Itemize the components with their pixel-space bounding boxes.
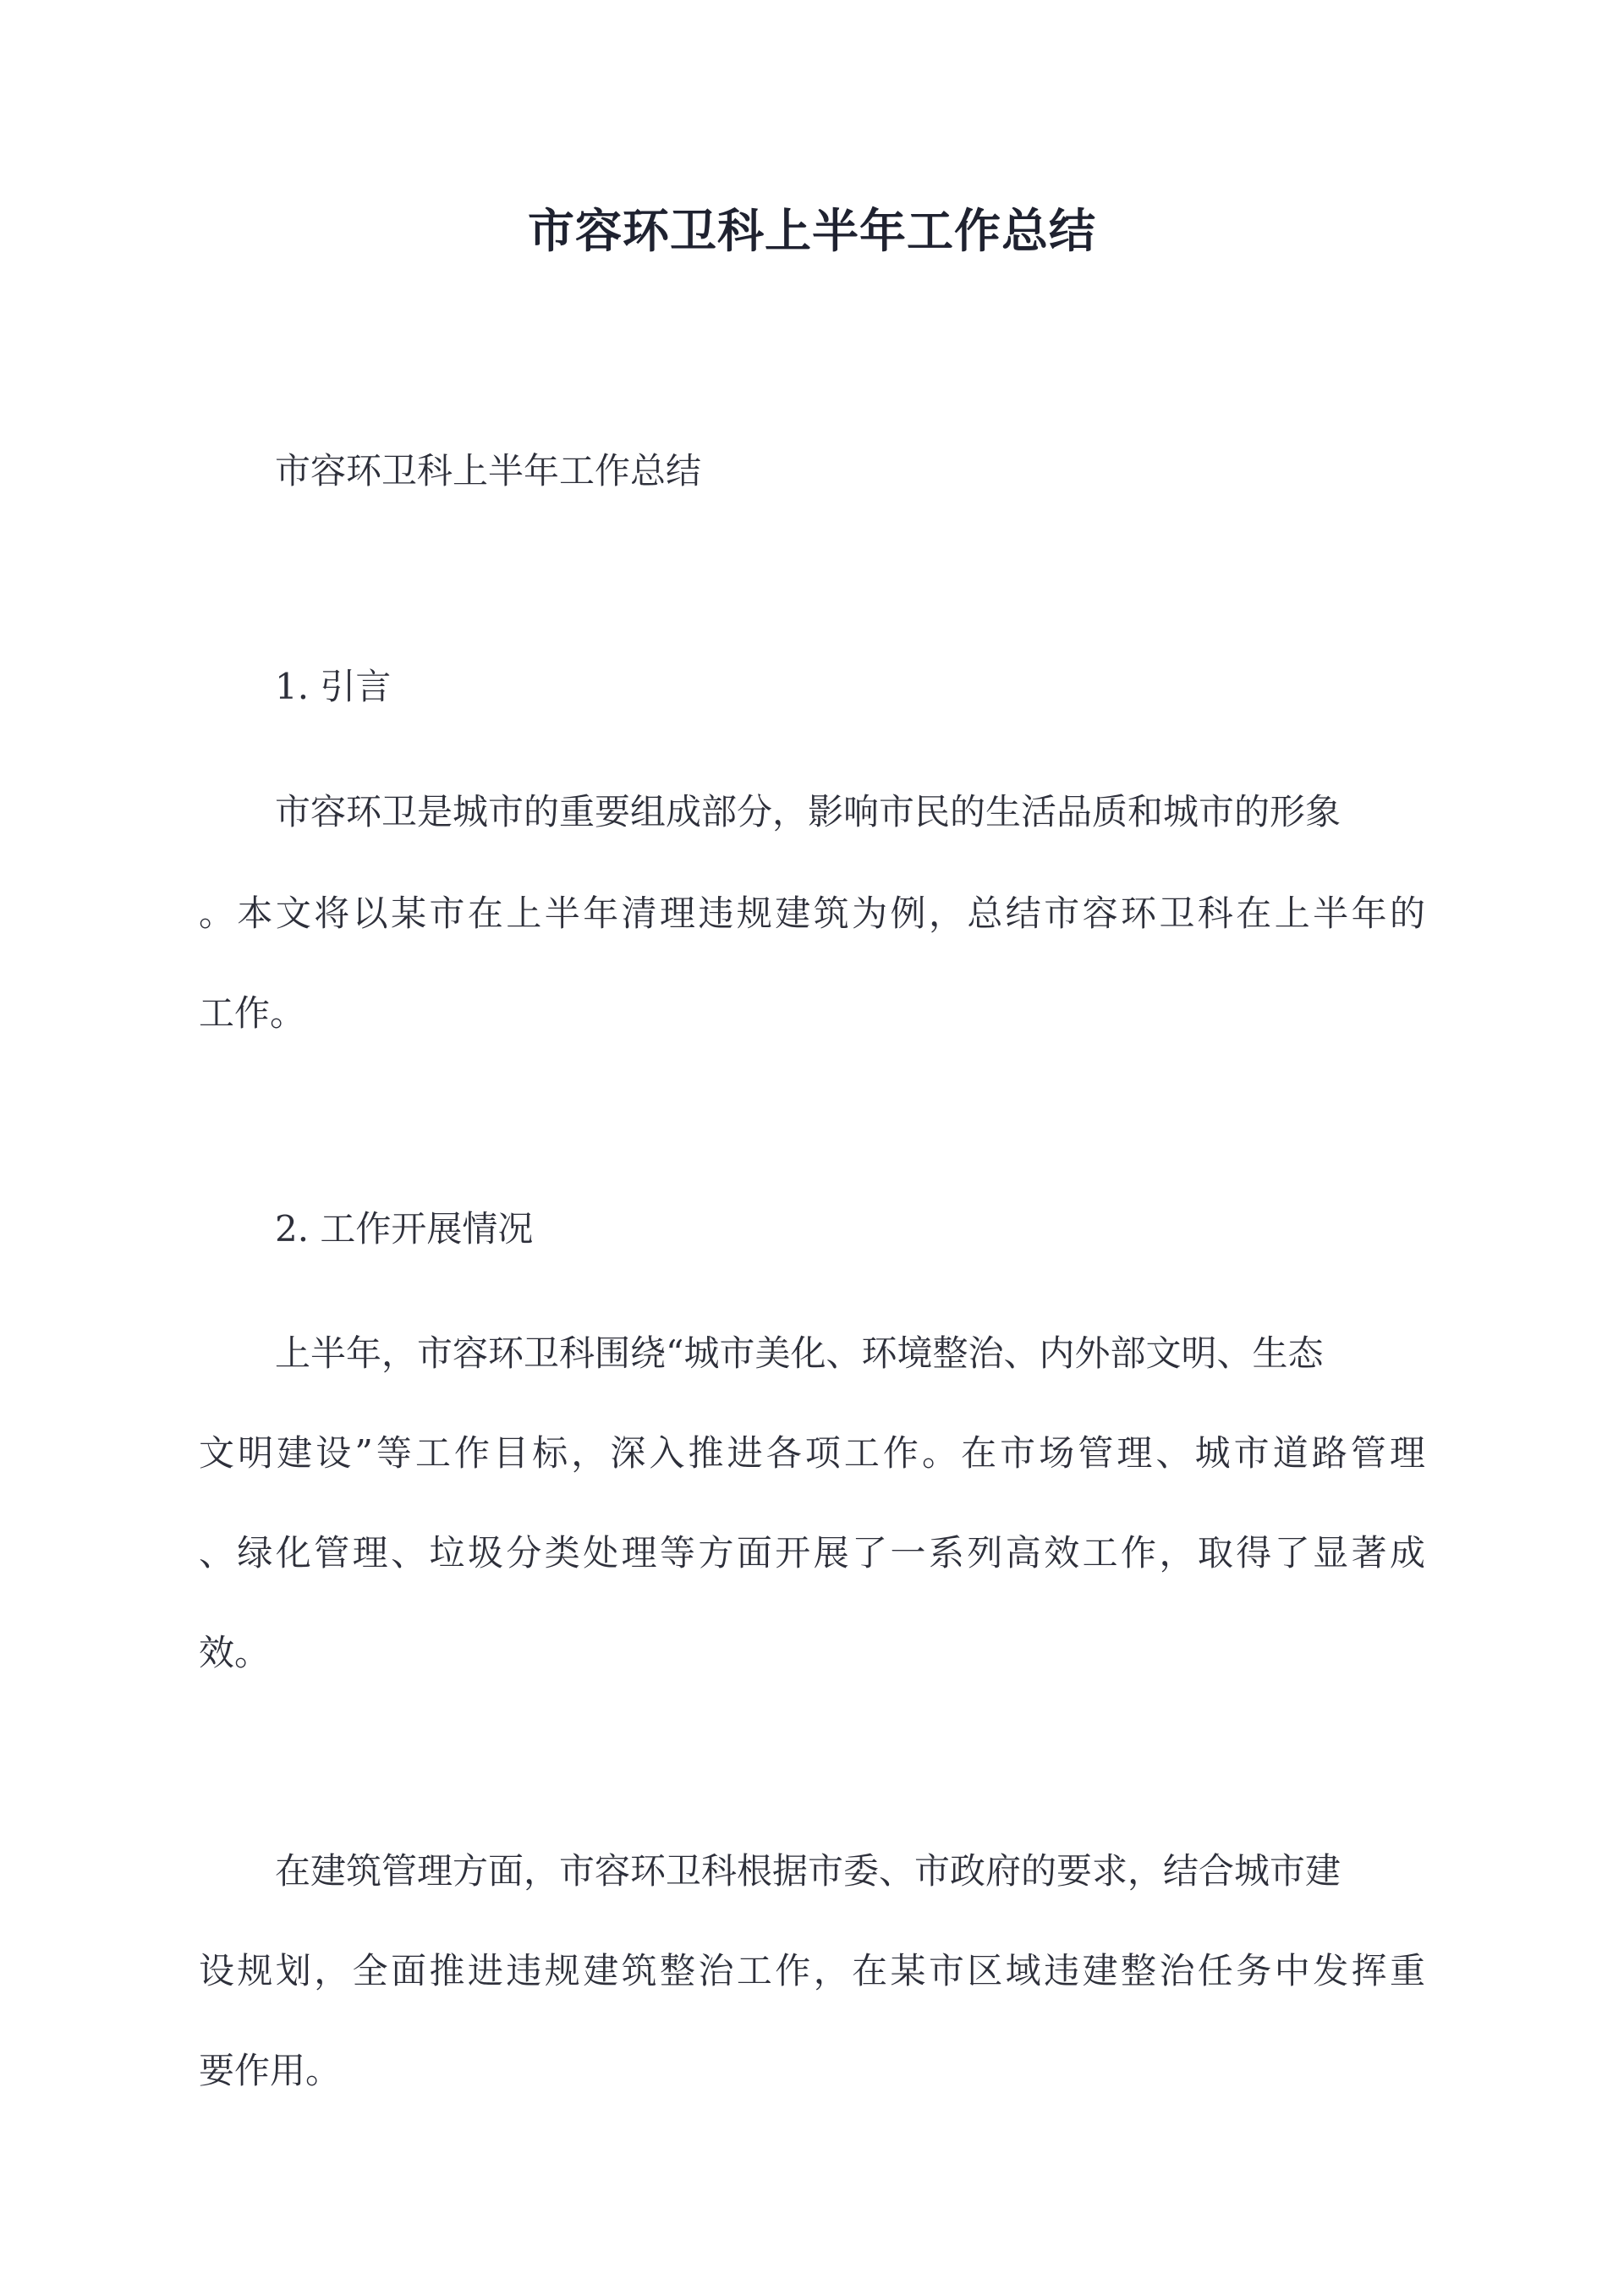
paragraph-line: 上半年，市容环卫科围绕“城市美化、环境整治、内外部文明、生态 — [275, 1332, 1324, 1374]
paragraph-line: 。本文将以某市在上半年清理违规建筑为例，总结市容环卫科在上半年的 — [199, 893, 1425, 934]
document-title: 市容环卫科上半年工作总结 — [527, 203, 1096, 258]
section-heading-work-progress: 2. 工作开展情况 — [275, 1208, 534, 1250]
paragraph-line: 要作用。 — [199, 2050, 342, 2091]
section-heading-introduction: 1. 引言 — [275, 666, 392, 707]
paragraph-line: 、绿化管理、垃圾分类处理等方面开展了一系列高效工作，取得了显著成 — [199, 1532, 1425, 1574]
paragraph-line: 市容环卫是城市的重要组成部分，影响市民的生活品质和城市的形象 — [275, 791, 1341, 832]
paragraph-line: 效。 — [199, 1632, 271, 1673]
paragraph-line: 文明建设”等工作目标，深入推进各项工作。在市场管理、城市道路管理 — [199, 1432, 1425, 1474]
document-subtitle: 市容环卫科上半年工作总结 — [275, 450, 702, 492]
paragraph-line: 工作。 — [199, 992, 306, 1034]
paragraph-line: 设规划，全面推进违规建筑整治工作，在某市区域违建整治任务中发挥重 — [199, 1950, 1425, 1991]
paragraph-line: 在建筑管理方面，市容环卫科根据市委、市政府的要求，结合城市建 — [275, 1850, 1341, 1892]
